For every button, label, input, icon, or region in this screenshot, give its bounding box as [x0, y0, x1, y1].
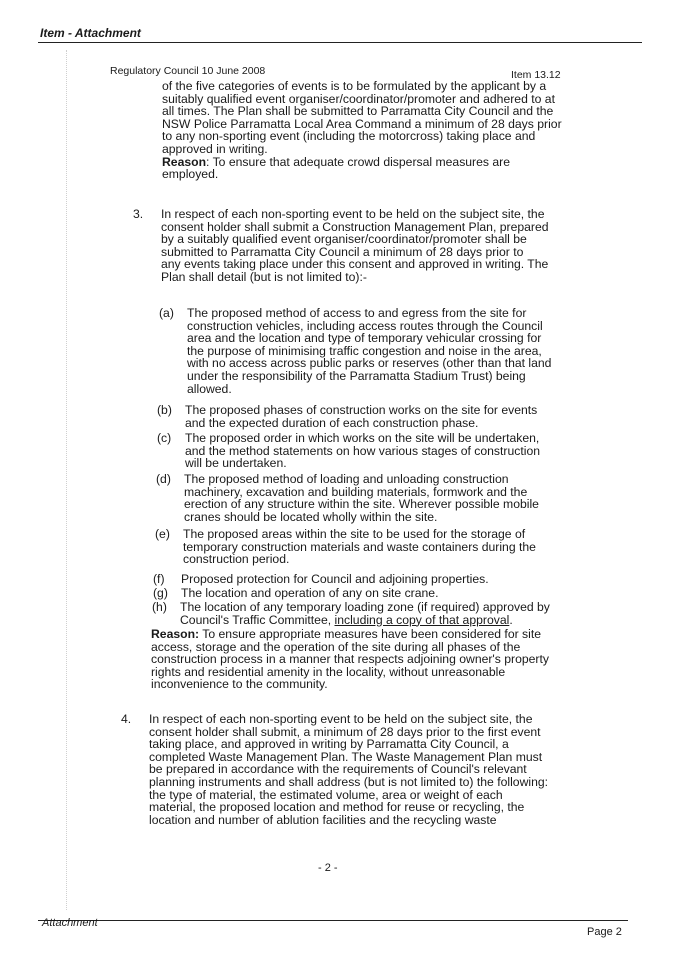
page-marker: - 2 - [318, 862, 338, 874]
subitem-d-label: (d) [156, 472, 171, 486]
subitem-a-text: The proposed method of access to and egress from the site for construction vehicles, including access routes through the Council area and the location and type of temporary vehicular crossing for the purpose of minimising traffic congestion and noise in the area, with no access across public parks or reserves (other than that land under the responsibility of the Parramatta Stadium Trust) being allowed. [187, 306, 552, 396]
footer-rule [38, 920, 628, 921]
subitem-h-text: The location of any temporary loading zone (if required) approved by Council's Traffic Committee, including a copy of that approval. [180, 600, 550, 627]
intro-reason: Reason: To ensure that adequate crowd dispersal measures are [162, 154, 510, 169]
header-title: Item - Attachment [40, 26, 141, 40]
subitem-e-label: (e) [155, 527, 170, 541]
header-rule [38, 42, 642, 43]
item-reference: Item 13.12 [511, 69, 561, 81]
subitem-c-label: (c) [157, 431, 172, 445]
subitem-d-text: The proposed method of loading and unloading construction machinery, excavation and building materials, formwork and the erection of any structure within the site. Wherever possible mobile cranes should be located wholly within the site. [184, 472, 539, 524]
intro-paragraph: of the five categories of events is to be formulated by the applicant by a suitably qualified event organiser/coordinator/promoter and adhered to at all times. The Plan shall be submitted to Parramatta City Council and the NSW Police Parramatta Local Area Command a minimum of 28 days prior to any non-sporting event (including the motorcross) taking place and approved in writing. Reason: To ensure that adequate crowd dispersal measures are employed. [162, 79, 562, 182]
subitem-f-text: Proposed protection for Council and adjoining properties. [181, 572, 489, 586]
subitem-e-text: The proposed areas within the site to be used for the storage of temporary construction materials and waste containers during the construction period. [183, 527, 536, 567]
subitem-f-label: (f) [153, 572, 165, 586]
item-3-paragraph: In respect of each non-sporting event to be held on the subject site, the consent holder shall submit a Construction Management Plan, prepared by a suitably qualified event organiser/coordinator/promoter shall be submitted to Parramatta City Council a minimum of 28 days prior to any events taking place under this consent and approved in writing. The Plan shall detail (but is not limited to):- [161, 207, 549, 284]
item-4-paragraph: In respect of each non-sporting event to be held on the subject site, the consent holder shall submit, a minimum of 28 days prior to the first event taking place, and approved in writing by Parramatta City Council, a completed Waste Management Plan. The Waste Management Plan must be prepared in accordance with the requirements of Council's relevant planning instruments and shall address (but is not limited to) the following: the type of material, the estimated volume, area or weight of each material, the proposed location and method for reuse or recycling, the location and number of ablution facilities and the recycling waste [149, 712, 549, 827]
item-4-number: 4. [121, 712, 132, 726]
subitem-a-label: (a) [159, 306, 174, 320]
item-3-reason: Reason: To ensure appropriate measures have been considered for site access, storage and the operation of the site during all phases of the construction process in a manner that respects adjoining owner's property rights and residential amenity in the locality, without unreasonable inconvenience to the community. [151, 627, 549, 692]
margin-guide [66, 50, 67, 910]
meeting-label: Regulatory Council 10 June 2008 [110, 65, 266, 77]
subitem-g-text: The location and operation of any on site crane. [181, 586, 439, 600]
subitem-b-label: (b) [157, 403, 172, 417]
footer-attachment-label: Attachment [42, 917, 98, 929]
subitem-g-label: (g) [153, 586, 168, 600]
subitem-b-text: The proposed phases of construction works on the site for events and the expected duration of each construction phase. [185, 403, 538, 430]
item-3-number: 3. [133, 207, 144, 221]
subitem-c-text: The proposed order in which works on the site will be undertaken, and the method statements on how various stages of construction will be undertaken. [185, 431, 540, 471]
subitem-h-label: (h) [152, 600, 167, 614]
footer-page-number: Page 2 [587, 926, 622, 938]
